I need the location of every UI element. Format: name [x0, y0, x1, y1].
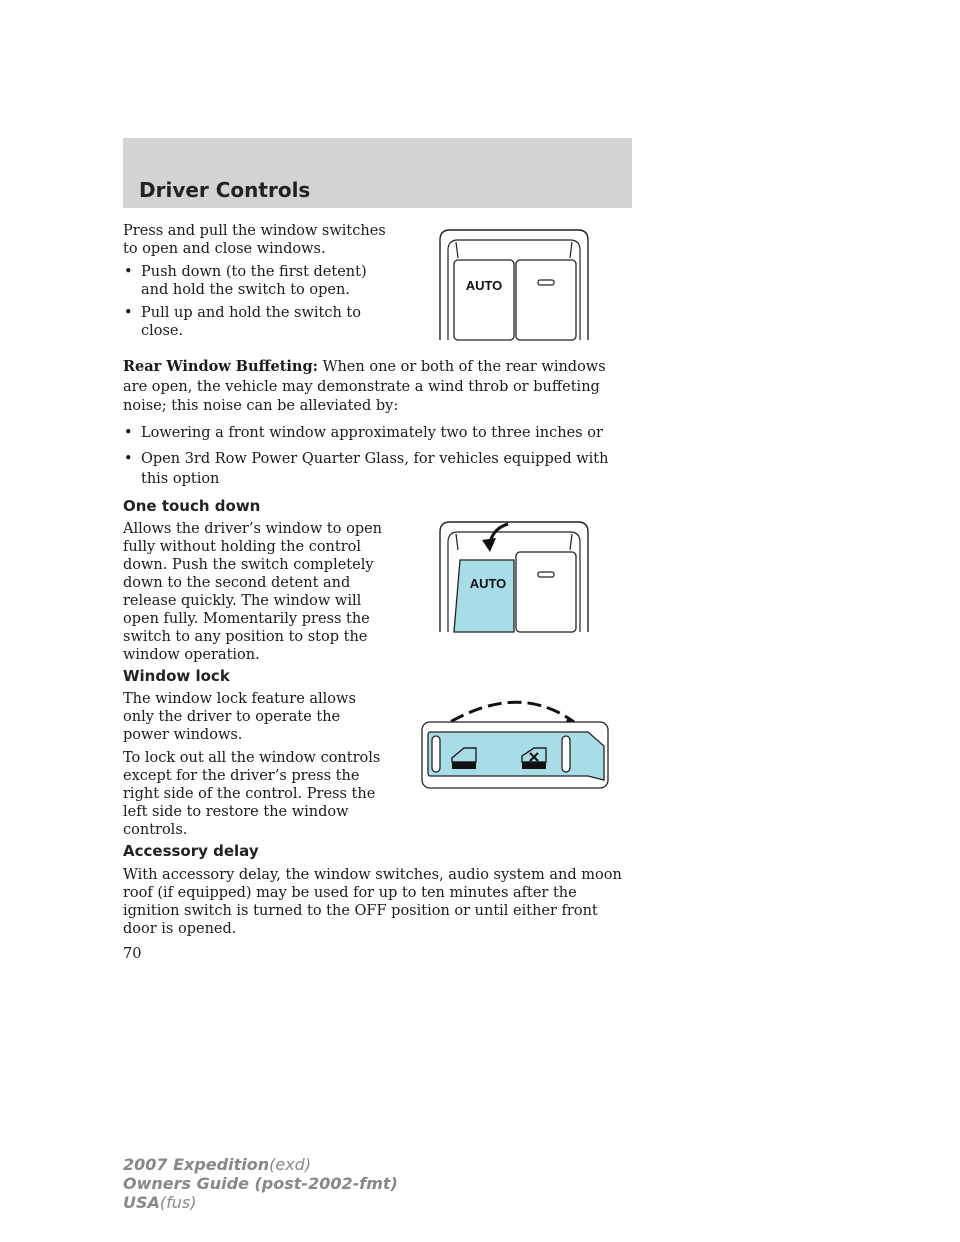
footer-line-3: [123, 1193, 398, 1212]
bullet-dot: •: [124, 264, 133, 280]
window-lock-text-1: The window lock feature allows only the driver to operate the power windows.: [123, 691, 356, 743]
buffeting-bullet-1: [123, 424, 633, 444]
one-touch-switch-figure: [436, 520, 592, 636]
footer-market-code: (fus): [159, 1193, 197, 1212]
bullet-dot: •: [124, 451, 133, 467]
one-touch-text: Allows the driver’s window to open fully without holding the control down. Push the switch completely down to the second detent and release quickly. The window will open fully. Momentarily press the switch to any position to stop the window operation.: [123, 521, 383, 663]
intro-text: Press and pull the window switches to open and close windows.: [123, 223, 386, 257]
auto-label: AUTO: [469, 576, 507, 591]
intro-block: [123, 222, 388, 340]
window-lock-heading: Window lock: [123, 667, 230, 685]
footer-model: 2007 Expedition: [123, 1155, 270, 1174]
one-touch-heading: One touch down: [123, 497, 261, 515]
buffeting-block: [123, 357, 633, 489]
page-number: 70: [123, 946, 142, 962]
intro-bullet-2: [123, 304, 388, 340]
buffeting-label: Rear Window Buffeting:: [123, 358, 318, 375]
accessory-heading: Accessory delay: [123, 842, 259, 860]
buffeting-bullet-2: [123, 450, 633, 489]
window-lock-block: [123, 690, 388, 839]
accessory-text: With accessory delay, the window switches, audio system and moon roof (if equipped) may be used for up to ten minutes after the ignition switch is turned to the OFF position or until either front door is opened.: [123, 867, 622, 937]
one-touch-block: [123, 520, 388, 664]
section-header-band: [123, 138, 632, 208]
intro-bullet-1: [123, 263, 388, 299]
accessory-block: [123, 866, 633, 938]
buffeting-paragraph: [123, 357, 633, 417]
document-footer: [123, 1155, 398, 1212]
buffeting-bullet-text: Lowering a front window approximately two to three inches or: [141, 424, 603, 441]
footer-line-2: Owners Guide (post-2002-fmt): [123, 1174, 398, 1193]
bullet-dot: •: [124, 424, 133, 441]
window-lock-figure: [418, 698, 610, 792]
section-title: Driver Controls: [139, 178, 311, 202]
bullet-dot: •: [124, 305, 133, 321]
buffeting-text: When one or both of the rear windows are open, the vehicle may demonstrate a wind throb or buffeting noise; this noise can be alleviated by:: [123, 359, 606, 414]
buffeting-bullet-text: Open 3rd Row Power Quarter Glass, for vehicles equipped with this option: [141, 451, 609, 487]
pressed-switch-highlight: [454, 560, 514, 632]
footer-market: USA: [123, 1193, 160, 1212]
window-lock-text-2: To lock out all the window controls except for the driver’s press the right side of the control. Press the left side to restore the window controls.: [123, 750, 381, 838]
auto-label: AUTO: [465, 278, 503, 293]
footer-model-code: (exd): [269, 1155, 312, 1174]
intro-bullet-text: Pull up and hold the switch to close.: [141, 305, 361, 339]
window-switch-figure: [436, 228, 592, 344]
intro-bullet-text: Push down (to the first detent) and hold the switch to open.: [141, 264, 367, 298]
footer-line-1: [123, 1155, 398, 1174]
